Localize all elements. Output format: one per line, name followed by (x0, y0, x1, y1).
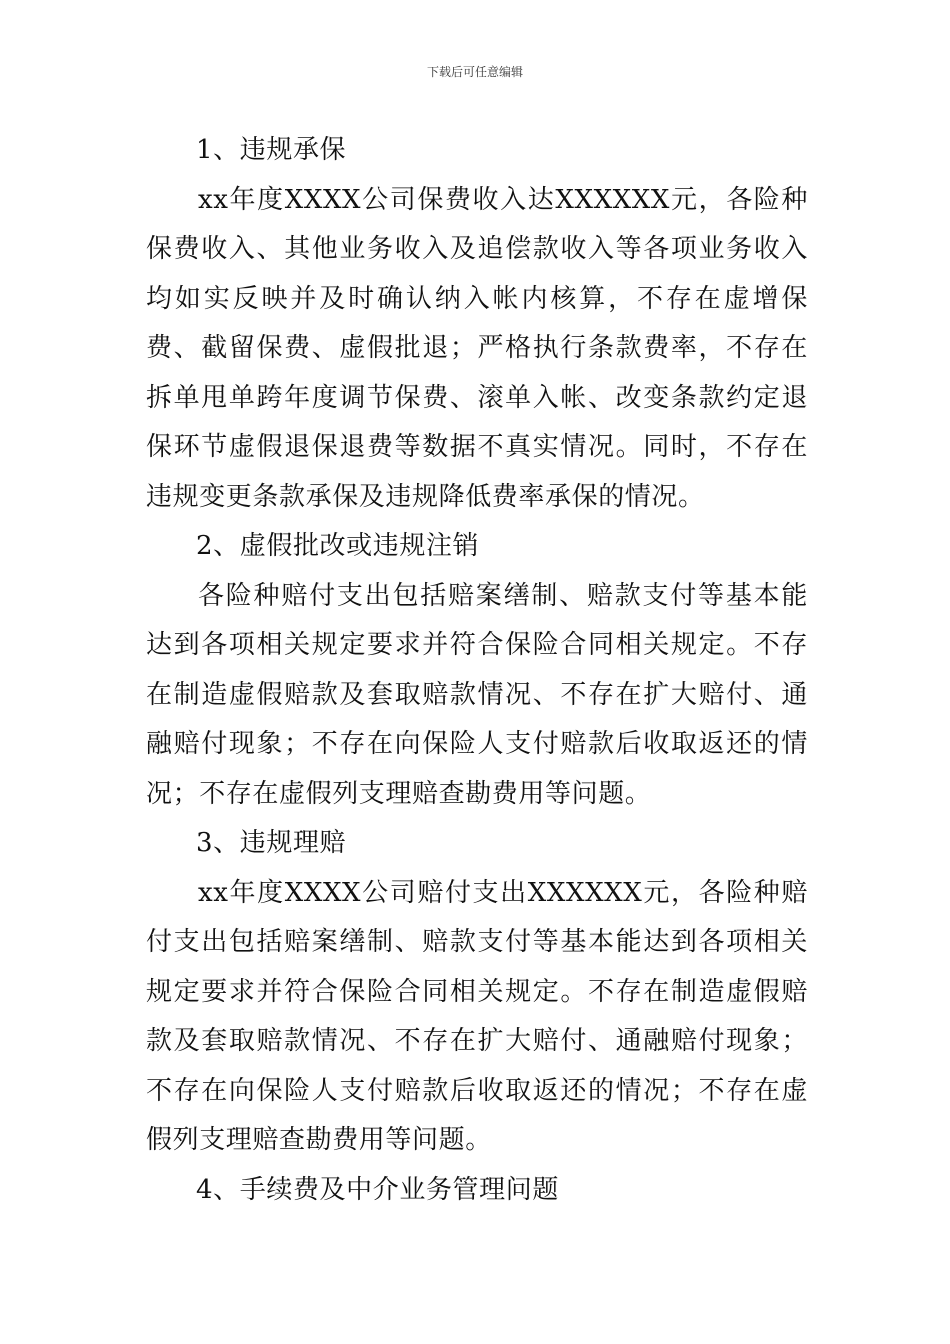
section-heading-1: 1、违规承保 (196, 135, 347, 165)
section-paragraph-2: 各险种赔付支出包括赔案缮制、赔款支付等基本能达到各项相关规定要求并符合保险合同相关规定。不存在制造虚假赔款及套取赔款情况、不存在扩大赔付、通融赔付现象；不存在向保险人支付赔款后收取返还的情况；不存在虚假列支理赔查勘费用等问题。 (146, 580, 808, 809)
page-header: 下载后可任意编辑 (426, 65, 523, 79)
section-heading-2: 2、虚假批改或违规注销 (196, 531, 480, 561)
section-paragraph-1: xx年度XXXX公司保费收入达XXXXXX元，各险种保费收入、其他业务收入及追偿款收入等各项业务收入均如实反映并及时确认纳入帐内核算，不存在虚增保费、截留保费、虚假批退；严格执行条款费率，不存在拆单甩单跨年度调节保费、滚单入帐、改变条款约定退保环节虚假退保退费等数据不真实情况。同时，不存在违规变更条款承保及违规降低费率承保的情况。 (146, 184, 808, 512)
section-heading-3: 3、违规理赔 (196, 828, 347, 858)
document-body (146, 126, 808, 1215)
section-paragraph-3: xx年度XXXX公司赔付支出XXXXXX元，各险种赔付支出包括赔案缮制、赔款支付等基本能达到各项相关规定要求并符合保险合同相关规定。不存在制造虚假赔款及套取赔款情况、不存在扩大赔付、通融赔付现象；不存在向保险人支付赔款后收取返还的情况；不存在虚假列支理赔查勘费用等问题。 (146, 877, 808, 1155)
section-heading-4: 4、手续费及中介业务管理问题 (196, 1174, 559, 1205)
